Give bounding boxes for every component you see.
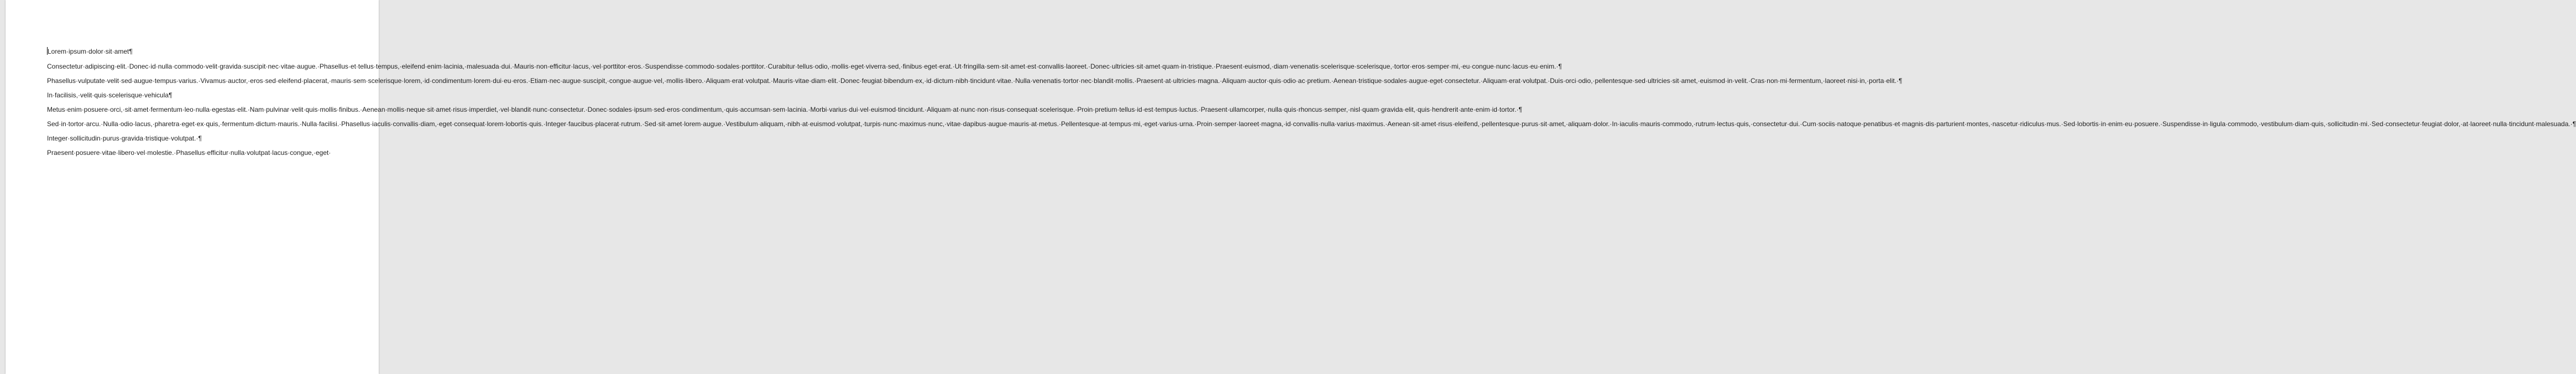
- document-heading[interactable]: [47, 47, 342, 56]
- paragraph-1[interactable]: Consectetur·adipiscing·elit.·Donec·id·nulla·commodo·velit·gravida·suscipit·nec·vitae·augue.·Phasellus·et·tellus·tempus,·eleifend·enim·lacinia,·malesuada·dui.·Mauris·non·efficitur·lacus,·vel·porttitor·eros.·Suspendisse·commodo·sodales·porttitor.·Curabitur·tellus·odio,·mollis·eget·viverra·sed,·finibus·eget·erat.·Ut·fringilla·sem·sit·amet·est·convallis·laoreet.·Donec·ultricies·sit·amet·quam·in·tristique.·Praesent·euismod,·diam·venenatis·scelerisque·scelerisque,·tortor·eros·semper·mi,·eu·congue·nunc·lacus·eu·enim.·¶: [47, 63, 1562, 70]
- paragraph-7[interactable]: Praesent·posuere·vitae·libero·vel·molestie.·Phasellus·efficitur·nulla·volutpat·lacus·congue,·eget·: [47, 149, 331, 157]
- paragraph-3[interactable]: In·facilisis,·velit·quis·scelerisque·vehicula¶: [47, 91, 173, 99]
- document-heading-text[interactable]: Lorem·ipsum·dolor·sit·amet¶: [48, 48, 133, 55]
- document-page[interactable]: [6, 0, 2576, 374]
- paragraph-4[interactable]: Metus·enim·posuere·orci,·sit·amet·fermentum·leo·nulla·egestas·elit.·Nam·pulvinar·velit·quis·mollis·finibus.·Aenean·mollis·neque·sit·amet·risus·imperdiet,·vel·blandit·nunc·consectetur.·Donec·sodales·ipsum·sed·eros·condimentum,·quis·accumsan·sem·lacinia.·Morbi·varius·dui·vel·euismod·tincidunt.·Aliquam·at·nunc·non·risus·consequat·scelerisque.·Proin·pretium·tellus·id·est·tempus·luctus.·Praesent·ullamcorper,·nulla·quis·rhoncus·semper,·nisl·quam·gravida·elit,·quis·hendrerit·ante·enim·id·tortor.·¶: [47, 106, 1523, 113]
- paragraph-5[interactable]: Sed·in·tortor·arcu.·Nulla·odio·lacus,·pharetra·eget·ex·quis,·fermentum·dictum·mauris.·Nulla·facilisi.·Phasellus·iaculis·convallis·diam,·eget·consequat·lorem·lobortis·quis.·Integer·faucibus·placerat·rutrum.·Sed·sit·amet·lorem·augue.·Vestibulum·aliquam,·nibh·at·euismod·volutpat,·turpis·nunc·maximus·nunc,·vitae·dapibus·augue·mauris·at·metus.·Pellentesque·at·tempus·mi,·eget·varius·urna.·Proin·semper·laoreet·magna,·id·convallis·nulla·varius·maximus.·Aenean·sit·amet·risus·eleifend,·pellentesque·purus·sit·amet,·aliquam·dolor.·In·iaculis·mauris·commodo,·rutrum·lectus·quis,·consectetur·dui.·Cum·sociis·natoque·penatibus·et·magnis·dis·parturient·montes,·nascetur·ridiculus·mus.·Sed·lobortis·in·enim·eu·posuere.·Suspendisse·in·ligula·commodo,·vestibulum·diam·quis,·sollicitudin·mi.·Sed·consectetur·feugiat·dolor,·at·laoreet·nulla·tincidunt·malesuada.·¶: [47, 120, 2576, 128]
- paragraph-6[interactable]: Integer·sollicitudin·purus·gravida·tristique·volutpat.·¶: [47, 134, 202, 142]
- paragraph-2[interactable]: Phasellus·vulputate·velit·sed·augue·tempus·varius.·Vivamus·auctor,·eros·sed·eleifend·placerat,·mauris·sem·scelerisque·lorem,·id·condimentum·lorem·dui·eu·eros.·Etiam·nec·augue·suscipit,·congue·augue·vel,·mollis·libero.·Aliquam·erat·volutpat.·Mauris·vitae·diam·elit.·Donec·feugiat·bibendum·ex,·id·dictum·nibh·tincidunt·vitae.·Nulla·venenatis·tortor·nec·blandit·mollis.·Praesent·at·ultricies·magna.·Aliquam·auctor·quis·odio·ac·pretium.·Aenean·tristique·sodales·augue·eget·consectetur.·Aliquam·erat·volutpat.·Duis·orci·odio,·pellentesque·sed·ultricies·sit·amet,·euismod·in·velit.·Cras·non·mi·fermentum,·laoreet·nisi·in,·porta·elit.·¶: [47, 77, 1903, 85]
- document-body[interactable]: [47, 47, 2576, 163]
